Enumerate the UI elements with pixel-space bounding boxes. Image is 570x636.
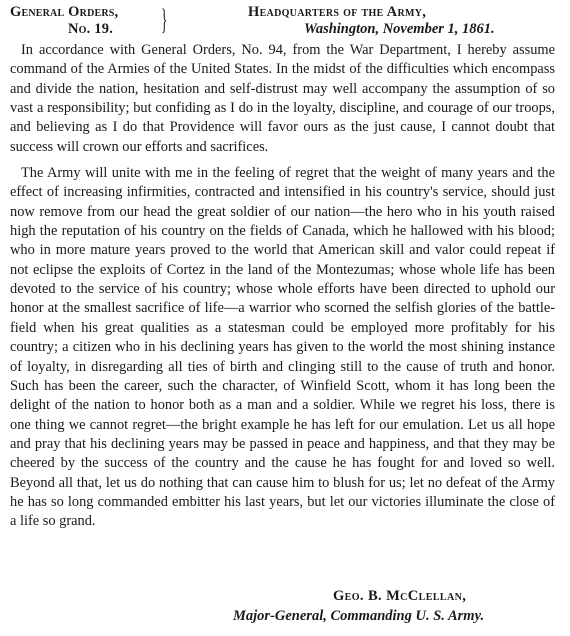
signatory-title: Major-General, Commanding U. S. Army. [233, 607, 485, 624]
paragraph-assumption-of-command: In accordance with General Orders, No. 94, from the War Department, I hereby assume command of the Armies of the United States. In the midst of the difficulties which encompass and divide the nation, hesitation and self-distrust may well accompany the assumption of so vast a responsibility; but confiding as I do in the loyalty, discipline, and courage of our troops, and believing as I do that Providence will favor ours as the just cause, I cannot doubt that success will crown our efforts and sacrifices. [10, 42, 555, 155]
order-body [10, 41, 555, 532]
order-number: No. 19. [68, 21, 114, 37]
order-label: General Orders, [10, 4, 119, 20]
paragraph-tribute-to-scott: The Army will unite with me in the feeling of regret that the weight of many years and the effect of increasing infirmities, contracted and intensified in his country's service, should just now remove from our head the great soldier of our nation—the hero who in his youth raised high the reputation of his country on the fields of Canada, which he hallowed with his blood; who in more mature years proved to the world that American skill and valor could repeat if not eclipse the exploits of Cortez in the land of the Montezumas; whose whole life has been devoted to the service of his country; whose whole efforts have been directed to uphold our honor at the smallest sacrifice of life—a warrior who scorned the selfish glories of the battle-field when his great qualities as a statesman could be employed more profitably for his country; a citizen who in his declining years has given to the world the most shining instance of loyalty, in disregarding all ties of birth and clinging still to the cause of truth and honor. Such has been the career, such the character, of Winfield Scott, whom it has long been the delight of the nation to honor both as a man and a soldier. While we regret his loss, there is one thing we cannot regret—the bright example he has left for our emulation. Let us all hope and pray that his declining years may be passed in peace and happiness, and that they may be cheered by the success of the country and the cause he has fought for and loved so well. Beyond all that, let us do nothing that can cause him to blush for us; let no defeat of the Army he has so long commanded embitter his last years, but let our victories illuminate the close of a life so grand. [10, 165, 555, 530]
issuer-name: Headquarters of the Army, [248, 4, 427, 20]
signatory-name: Geo. B. McClellan, [333, 588, 467, 604]
place-date: Washington, November 1, 1861. [304, 21, 495, 37]
signature-block [10, 587, 555, 626]
issuer-heading [232, 4, 562, 38]
order-heading [10, 4, 160, 38]
header-brace: } [161, 3, 168, 36]
